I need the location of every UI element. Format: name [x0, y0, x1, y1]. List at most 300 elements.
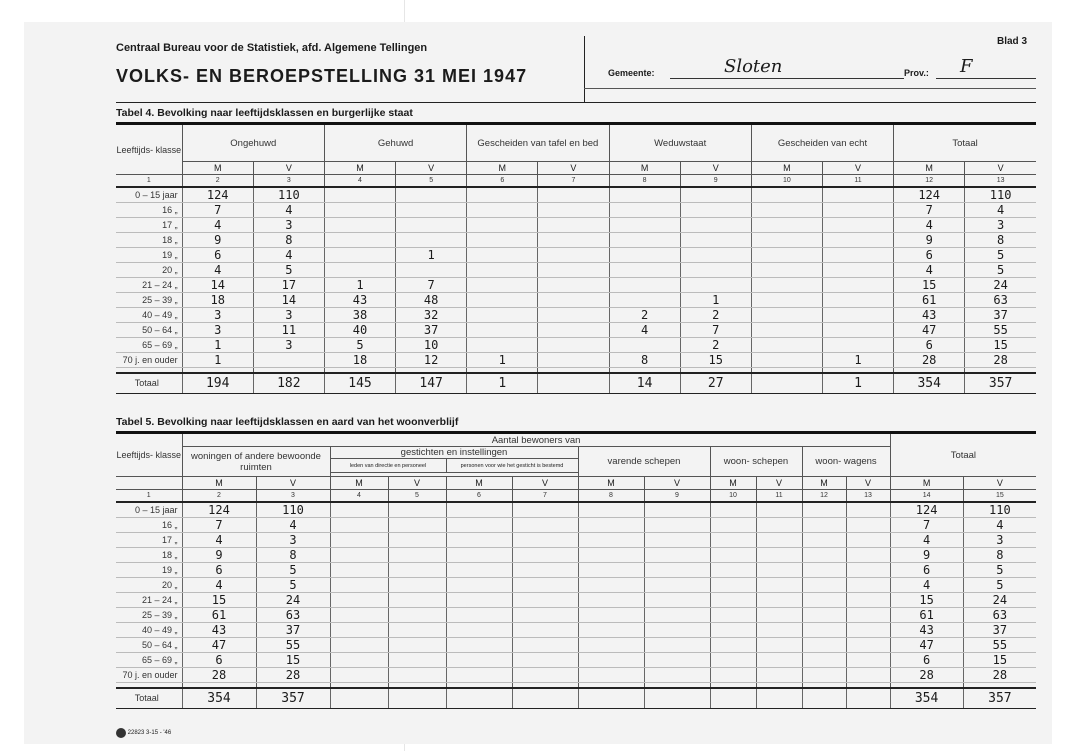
count-cell[interactable]: 15: [890, 592, 963, 607]
count-cell[interactable]: [644, 577, 710, 592]
total-cell[interactable]: [644, 688, 710, 708]
count-cell[interactable]: [578, 652, 644, 667]
count-cell[interactable]: [512, 652, 578, 667]
count-cell[interactable]: [578, 562, 644, 577]
count-cell[interactable]: [467, 322, 538, 337]
count-cell[interactable]: [467, 337, 538, 352]
count-cell[interactable]: 1: [822, 352, 893, 367]
count-cell[interactable]: 47: [894, 322, 965, 337]
count-cell[interactable]: [396, 232, 467, 247]
count-cell[interactable]: [644, 562, 710, 577]
total-cell[interactable]: [756, 688, 802, 708]
count-cell[interactable]: [538, 217, 609, 232]
count-cell[interactable]: [467, 262, 538, 277]
count-cell[interactable]: 61: [894, 292, 965, 307]
count-cell[interactable]: 6: [894, 337, 965, 352]
count-cell[interactable]: [512, 532, 578, 547]
count-cell[interactable]: [644, 532, 710, 547]
count-cell[interactable]: 37: [965, 307, 1036, 322]
count-cell[interactable]: [512, 517, 578, 532]
total-cell[interactable]: 147: [396, 373, 467, 393]
count-cell[interactable]: [710, 547, 756, 562]
total-cell[interactable]: 182: [253, 373, 324, 393]
count-cell[interactable]: 5: [965, 262, 1036, 277]
count-cell[interactable]: 8: [256, 547, 330, 562]
count-cell[interactable]: [388, 562, 446, 577]
count-cell[interactable]: [538, 307, 609, 322]
count-cell[interactable]: [609, 292, 680, 307]
count-cell[interactable]: 14: [182, 277, 253, 292]
count-cell[interactable]: [751, 322, 822, 337]
count-cell[interactable]: [578, 517, 644, 532]
total-cell[interactable]: 357: [963, 688, 1036, 708]
count-cell[interactable]: [846, 622, 890, 637]
count-cell[interactable]: [756, 547, 802, 562]
count-cell[interactable]: [446, 532, 512, 547]
count-cell[interactable]: [388, 592, 446, 607]
count-cell[interactable]: 43: [894, 307, 965, 322]
count-cell[interactable]: 3: [963, 532, 1036, 547]
count-cell[interactable]: 7: [894, 202, 965, 217]
count-cell[interactable]: [680, 217, 751, 232]
count-cell[interactable]: [538, 322, 609, 337]
total-cell[interactable]: [330, 688, 388, 708]
count-cell[interactable]: [751, 352, 822, 367]
count-cell[interactable]: [324, 187, 395, 203]
count-cell[interactable]: [846, 667, 890, 682]
count-cell[interactable]: 10: [396, 337, 467, 352]
total-cell[interactable]: [578, 688, 644, 708]
count-cell[interactable]: [802, 622, 846, 637]
count-cell[interactable]: 5: [256, 577, 330, 592]
count-cell[interactable]: [396, 217, 467, 232]
count-cell[interactable]: 43: [182, 622, 256, 637]
count-cell[interactable]: [538, 292, 609, 307]
count-cell[interactable]: [680, 277, 751, 292]
count-cell[interactable]: [512, 502, 578, 518]
count-cell[interactable]: [751, 292, 822, 307]
count-cell[interactable]: 61: [890, 607, 963, 622]
count-cell[interactable]: [388, 577, 446, 592]
count-cell[interactable]: [388, 667, 446, 682]
count-cell[interactable]: [802, 667, 846, 682]
total-cell[interactable]: 354: [894, 373, 965, 393]
count-cell[interactable]: 5: [963, 577, 1036, 592]
count-cell[interactable]: 38: [324, 307, 395, 322]
count-cell[interactable]: [846, 652, 890, 667]
count-cell[interactable]: [446, 652, 512, 667]
count-cell[interactable]: 4: [182, 577, 256, 592]
count-cell[interactable]: 28: [256, 667, 330, 682]
count-cell[interactable]: [751, 217, 822, 232]
count-cell[interactable]: 15: [963, 652, 1036, 667]
count-cell[interactable]: [330, 502, 388, 518]
count-cell[interactable]: 4: [253, 247, 324, 262]
total-cell[interactable]: [710, 688, 756, 708]
count-cell[interactable]: 3: [253, 337, 324, 352]
count-cell[interactable]: 18: [182, 292, 253, 307]
count-cell[interactable]: [446, 517, 512, 532]
count-cell[interactable]: [756, 637, 802, 652]
count-cell[interactable]: 4: [963, 517, 1036, 532]
count-cell[interactable]: 3: [253, 217, 324, 232]
count-cell[interactable]: [644, 607, 710, 622]
count-cell[interactable]: 6: [894, 247, 965, 262]
count-cell[interactable]: [822, 217, 893, 232]
count-cell[interactable]: [822, 292, 893, 307]
total-cell[interactable]: 1: [467, 373, 538, 393]
total-cell[interactable]: [846, 688, 890, 708]
count-cell[interactable]: [609, 202, 680, 217]
count-cell[interactable]: [396, 262, 467, 277]
count-cell[interactable]: [710, 652, 756, 667]
count-cell[interactable]: 6: [182, 247, 253, 262]
count-cell[interactable]: 124: [894, 187, 965, 203]
count-cell[interactable]: [609, 337, 680, 352]
count-cell[interactable]: 1: [467, 352, 538, 367]
count-cell[interactable]: [324, 262, 395, 277]
total-cell[interactable]: 194: [182, 373, 253, 393]
total-cell[interactable]: 357: [256, 688, 330, 708]
total-cell[interactable]: 354: [890, 688, 963, 708]
count-cell[interactable]: [467, 217, 538, 232]
count-cell[interactable]: [710, 637, 756, 652]
count-cell[interactable]: [330, 622, 388, 637]
count-cell[interactable]: 28: [894, 352, 965, 367]
count-cell[interactable]: 24: [965, 277, 1036, 292]
count-cell[interactable]: [578, 637, 644, 652]
count-cell[interactable]: [802, 502, 846, 518]
count-cell[interactable]: [578, 502, 644, 518]
count-cell[interactable]: 3: [965, 217, 1036, 232]
count-cell[interactable]: [253, 352, 324, 367]
count-cell[interactable]: [710, 622, 756, 637]
count-cell[interactable]: [467, 307, 538, 322]
count-cell[interactable]: [751, 307, 822, 322]
count-cell[interactable]: [609, 262, 680, 277]
count-cell[interactable]: 4: [890, 532, 963, 547]
count-cell[interactable]: [756, 607, 802, 622]
count-cell[interactable]: 124: [890, 502, 963, 518]
count-cell[interactable]: [467, 202, 538, 217]
count-cell[interactable]: 24: [963, 592, 1036, 607]
count-cell[interactable]: [512, 622, 578, 637]
count-cell[interactable]: [446, 547, 512, 562]
count-cell[interactable]: 6: [890, 562, 963, 577]
count-cell[interactable]: 5: [965, 247, 1036, 262]
count-cell[interactable]: [802, 532, 846, 547]
count-cell[interactable]: [802, 607, 846, 622]
count-cell[interactable]: [388, 547, 446, 562]
count-cell[interactable]: 40: [324, 322, 395, 337]
count-cell[interactable]: 18: [324, 352, 395, 367]
count-cell[interactable]: 8: [253, 232, 324, 247]
count-cell[interactable]: [446, 607, 512, 622]
count-cell[interactable]: [388, 622, 446, 637]
count-cell[interactable]: 8: [963, 547, 1036, 562]
count-cell[interactable]: [644, 652, 710, 667]
count-cell[interactable]: [446, 577, 512, 592]
count-cell[interactable]: 63: [963, 607, 1036, 622]
count-cell[interactable]: [802, 562, 846, 577]
count-cell[interactable]: [756, 577, 802, 592]
count-cell[interactable]: [751, 247, 822, 262]
count-cell[interactable]: [578, 532, 644, 547]
count-cell[interactable]: [756, 502, 802, 518]
count-cell[interactable]: 28: [890, 667, 963, 682]
count-cell[interactable]: 37: [963, 622, 1036, 637]
total-cell[interactable]: [802, 688, 846, 708]
count-cell[interactable]: [467, 247, 538, 262]
count-cell[interactable]: [512, 637, 578, 652]
count-cell[interactable]: [710, 667, 756, 682]
count-cell[interactable]: [710, 532, 756, 547]
count-cell[interactable]: [644, 637, 710, 652]
count-cell[interactable]: [512, 592, 578, 607]
count-cell[interactable]: 1: [324, 277, 395, 292]
count-cell[interactable]: [802, 577, 846, 592]
count-cell[interactable]: 47: [182, 637, 256, 652]
count-cell[interactable]: [512, 667, 578, 682]
total-cell[interactable]: [388, 688, 446, 708]
count-cell[interactable]: 61: [182, 607, 256, 622]
count-cell[interactable]: 3: [253, 307, 324, 322]
count-cell[interactable]: [822, 187, 893, 203]
count-cell[interactable]: [330, 652, 388, 667]
count-cell[interactable]: 4: [182, 262, 253, 277]
count-cell[interactable]: 1: [182, 352, 253, 367]
count-cell[interactable]: 11: [253, 322, 324, 337]
count-cell[interactable]: [330, 592, 388, 607]
count-cell[interactable]: [822, 307, 893, 322]
count-cell[interactable]: 5: [963, 562, 1036, 577]
count-cell[interactable]: [609, 217, 680, 232]
count-cell[interactable]: 28: [965, 352, 1036, 367]
count-cell[interactable]: 4: [609, 322, 680, 337]
total-cell[interactable]: 145: [324, 373, 395, 393]
count-cell[interactable]: [609, 232, 680, 247]
count-cell[interactable]: [756, 622, 802, 637]
count-cell[interactable]: [846, 502, 890, 518]
count-cell[interactable]: 63: [965, 292, 1036, 307]
count-cell[interactable]: [802, 517, 846, 532]
count-cell[interactable]: [330, 667, 388, 682]
count-cell[interactable]: [330, 562, 388, 577]
count-cell[interactable]: 110: [253, 187, 324, 203]
count-cell[interactable]: [446, 562, 512, 577]
count-cell[interactable]: [330, 532, 388, 547]
count-cell[interactable]: [756, 652, 802, 667]
count-cell[interactable]: [609, 247, 680, 262]
count-cell[interactable]: 7: [182, 202, 253, 217]
count-cell[interactable]: [846, 607, 890, 622]
count-cell[interactable]: [388, 532, 446, 547]
count-cell[interactable]: 4: [253, 202, 324, 217]
count-cell[interactable]: [396, 202, 467, 217]
count-cell[interactable]: [330, 577, 388, 592]
count-cell[interactable]: [680, 247, 751, 262]
count-cell[interactable]: [446, 502, 512, 518]
count-cell[interactable]: 9: [890, 547, 963, 562]
count-cell[interactable]: [710, 502, 756, 518]
count-cell[interactable]: 55: [965, 322, 1036, 337]
count-cell[interactable]: [846, 637, 890, 652]
count-cell[interactable]: 3: [182, 307, 253, 322]
total-cell[interactable]: 354: [182, 688, 256, 708]
count-cell[interactable]: 1: [680, 292, 751, 307]
total-cell[interactable]: 1: [822, 373, 893, 393]
count-cell[interactable]: 3: [182, 322, 253, 337]
count-cell[interactable]: 37: [256, 622, 330, 637]
count-cell[interactable]: 4: [182, 532, 256, 547]
count-cell[interactable]: 4: [894, 262, 965, 277]
count-cell[interactable]: 17: [253, 277, 324, 292]
total-cell[interactable]: 14: [609, 373, 680, 393]
count-cell[interactable]: 3: [256, 532, 330, 547]
count-cell[interactable]: [330, 547, 388, 562]
count-cell[interactable]: [538, 262, 609, 277]
count-cell[interactable]: [710, 517, 756, 532]
count-cell[interactable]: [538, 247, 609, 262]
count-cell[interactable]: [396, 187, 467, 203]
count-cell[interactable]: 4: [256, 517, 330, 532]
count-cell[interactable]: [846, 517, 890, 532]
count-cell[interactable]: [446, 592, 512, 607]
count-cell[interactable]: [644, 547, 710, 562]
count-cell[interactable]: 7: [396, 277, 467, 292]
count-cell[interactable]: 1: [396, 247, 467, 262]
count-cell[interactable]: [512, 577, 578, 592]
count-cell[interactable]: [846, 592, 890, 607]
count-cell[interactable]: 124: [182, 187, 253, 203]
count-cell[interactable]: [756, 562, 802, 577]
count-cell[interactable]: 110: [963, 502, 1036, 518]
count-cell[interactable]: 4: [965, 202, 1036, 217]
count-cell[interactable]: 55: [963, 637, 1036, 652]
count-cell[interactable]: [446, 667, 512, 682]
count-cell[interactable]: [710, 577, 756, 592]
count-cell[interactable]: 28: [182, 667, 256, 682]
count-cell[interactable]: [756, 532, 802, 547]
count-cell[interactable]: [388, 517, 446, 532]
count-cell[interactable]: 15: [680, 352, 751, 367]
count-cell[interactable]: [751, 277, 822, 292]
count-cell[interactable]: 47: [890, 637, 963, 652]
count-cell[interactable]: 9: [894, 232, 965, 247]
count-cell[interactable]: 2: [680, 337, 751, 352]
count-cell[interactable]: [751, 262, 822, 277]
count-cell[interactable]: 5: [256, 562, 330, 577]
count-cell[interactable]: [756, 592, 802, 607]
count-cell[interactable]: [578, 577, 644, 592]
count-cell[interactable]: 7: [182, 517, 256, 532]
count-cell[interactable]: [644, 667, 710, 682]
count-cell[interactable]: [330, 607, 388, 622]
count-cell[interactable]: [512, 547, 578, 562]
prov-value[interactable]: F: [960, 56, 973, 77]
gemeente-value[interactable]: Sloten: [724, 56, 783, 77]
count-cell[interactable]: [388, 502, 446, 518]
total-cell[interactable]: 27: [680, 373, 751, 393]
count-cell[interactable]: 37: [396, 322, 467, 337]
count-cell[interactable]: [822, 262, 893, 277]
count-cell[interactable]: 28: [963, 667, 1036, 682]
count-cell[interactable]: [609, 277, 680, 292]
count-cell[interactable]: [324, 217, 395, 232]
count-cell[interactable]: [822, 277, 893, 292]
count-cell[interactable]: [751, 187, 822, 203]
count-cell[interactable]: [846, 577, 890, 592]
count-cell[interactable]: [822, 322, 893, 337]
count-cell[interactable]: [644, 502, 710, 518]
count-cell[interactable]: 43: [890, 622, 963, 637]
count-cell[interactable]: [467, 277, 538, 292]
count-cell[interactable]: [802, 652, 846, 667]
count-cell[interactable]: [446, 622, 512, 637]
count-cell[interactable]: 6: [890, 652, 963, 667]
count-cell[interactable]: [330, 517, 388, 532]
count-cell[interactable]: [538, 352, 609, 367]
count-cell[interactable]: [388, 607, 446, 622]
count-cell[interactable]: 110: [965, 187, 1036, 203]
count-cell[interactable]: [467, 232, 538, 247]
total-cell[interactable]: 357: [965, 373, 1036, 393]
count-cell[interactable]: 43: [324, 292, 395, 307]
total-cell[interactable]: [751, 373, 822, 393]
count-cell[interactable]: 9: [182, 232, 253, 247]
count-cell[interactable]: [680, 262, 751, 277]
count-cell[interactable]: 24: [256, 592, 330, 607]
count-cell[interactable]: 110: [256, 502, 330, 518]
count-cell[interactable]: 7: [680, 322, 751, 337]
count-cell[interactable]: [802, 592, 846, 607]
count-cell[interactable]: 15: [965, 337, 1036, 352]
count-cell[interactable]: [822, 232, 893, 247]
count-cell[interactable]: 4: [894, 217, 965, 232]
count-cell[interactable]: [324, 202, 395, 217]
count-cell[interactable]: [846, 547, 890, 562]
count-cell[interactable]: 2: [609, 307, 680, 322]
count-cell[interactable]: [388, 637, 446, 652]
count-cell[interactable]: 124: [182, 502, 256, 518]
count-cell[interactable]: [609, 187, 680, 203]
total-cell[interactable]: [538, 373, 609, 393]
count-cell[interactable]: [756, 667, 802, 682]
count-cell[interactable]: 8: [609, 352, 680, 367]
count-cell[interactable]: [578, 667, 644, 682]
count-cell[interactable]: 6: [182, 562, 256, 577]
count-cell[interactable]: [644, 517, 710, 532]
count-cell[interactable]: [578, 622, 644, 637]
count-cell[interactable]: [802, 637, 846, 652]
count-cell[interactable]: [756, 517, 802, 532]
count-cell[interactable]: [538, 187, 609, 203]
count-cell[interactable]: [446, 637, 512, 652]
count-cell[interactable]: [467, 292, 538, 307]
count-cell[interactable]: 4: [182, 217, 253, 232]
count-cell[interactable]: [751, 202, 822, 217]
count-cell[interactable]: [710, 607, 756, 622]
count-cell[interactable]: [330, 637, 388, 652]
count-cell[interactable]: 12: [396, 352, 467, 367]
count-cell[interactable]: 15: [256, 652, 330, 667]
count-cell[interactable]: [680, 232, 751, 247]
count-cell[interactable]: 32: [396, 307, 467, 322]
count-cell[interactable]: [644, 622, 710, 637]
count-cell[interactable]: 8: [965, 232, 1036, 247]
count-cell[interactable]: [822, 247, 893, 262]
count-cell[interactable]: [538, 232, 609, 247]
